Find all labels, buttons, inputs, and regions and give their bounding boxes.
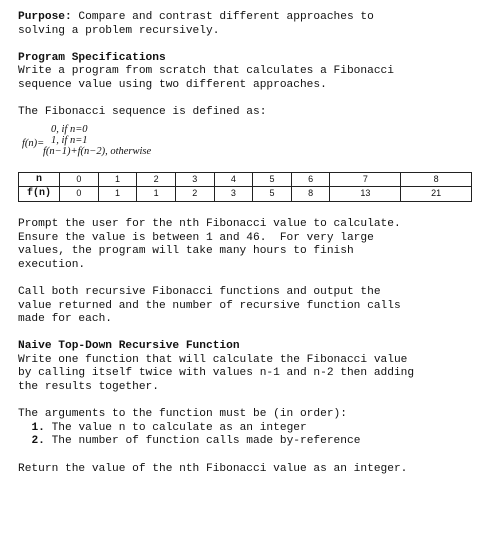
list-item	[18, 422, 478, 436]
spacer	[18, 272, 478, 286]
args-list	[18, 422, 478, 449]
purpose-text-1: Compare and contrast different approaches to	[71, 11, 374, 23]
formula-case-otherwise: f(n−1)+f(n−2), otherwise	[43, 145, 152, 157]
prompt-line: Prompt the user for the nth Fibonacci value to calculate.	[18, 217, 401, 230]
specs-heading: Program Specifications	[18, 51, 166, 64]
list-text: The number of function calls made by-reference	[44, 435, 361, 448]
list-number: 1.	[31, 421, 45, 434]
definition-intro: The Fibonacci sequence is defined as:	[18, 106, 267, 119]
table-cell: 8	[401, 172, 472, 187]
naive-line: Write one function that will calculate the Fibonacci value	[18, 353, 408, 366]
spacer	[18, 449, 478, 463]
table-cell: 8	[291, 187, 330, 202]
fibonacci-table	[18, 172, 472, 202]
purpose-line-2: solving a problem recursively.	[18, 24, 220, 37]
table-cell: 3	[175, 172, 214, 187]
prompt-line: execution.	[18, 258, 86, 271]
table-cell: 2	[137, 172, 176, 187]
table-cell: 1	[137, 187, 176, 202]
spacer	[18, 395, 478, 409]
table-cell: 2	[175, 187, 214, 202]
naive-line: by calling itself twice with values n-1 and n-2 then adding	[18, 367, 415, 380]
purpose-line-1	[18, 11, 478, 25]
table-cell: 7	[330, 172, 401, 187]
table-cell: 5	[253, 187, 292, 202]
row-label-n: n	[19, 172, 60, 187]
purpose-label: Purpose:	[18, 11, 72, 23]
list-number: 2.	[31, 435, 45, 448]
prompt-line: values, the program will take many hours to finish	[18, 245, 354, 258]
spacer	[18, 38, 478, 52]
table-cell: 0	[60, 187, 99, 202]
call-line: made for each.	[18, 313, 112, 326]
args-intro: The arguments to the function must be (in order):	[18, 408, 347, 421]
fibonacci-formula	[18, 124, 478, 168]
list-text: The value n to calculate as an integer	[44, 421, 307, 434]
table-cell: 0	[60, 172, 99, 187]
row-label-fn: f(n)	[19, 187, 60, 202]
table-cell: 1	[98, 187, 137, 202]
call-line: value returned and the number of recursive function calls	[18, 299, 401, 312]
spacer	[18, 210, 478, 218]
spacer	[18, 93, 478, 107]
spacer	[18, 327, 478, 341]
naive-line: the results together.	[18, 381, 159, 394]
prompt-line: Ensure the value is between 1 and 46. For very large	[18, 231, 374, 244]
table-row-n	[19, 172, 472, 187]
document-page	[18, 11, 478, 476]
return-line: Return the value of the nth Fibonacci value as an integer.	[18, 462, 408, 475]
table-row-fn	[19, 187, 472, 202]
specs-line: sequence value using two different approaches.	[18, 78, 327, 91]
table-cell: 13	[330, 187, 401, 202]
table-cell: 5	[253, 172, 292, 187]
formula-case-one: 1, if n=1	[51, 134, 88, 146]
table-cell: 6	[291, 172, 330, 187]
table-cell: 1	[98, 172, 137, 187]
table-cell: 21	[401, 187, 472, 202]
formula-case-zero: 0, if n=0	[51, 123, 88, 135]
list-item	[18, 435, 478, 449]
call-line: Call both recursive Fibonacci functions and output the	[18, 285, 381, 298]
naive-heading: Naive Top-Down Recursive Function	[18, 340, 240, 353]
spacer	[18, 202, 478, 210]
table-cell: 4	[214, 172, 253, 187]
table-cell: 3	[214, 187, 253, 202]
formula-lhs: f(n)=	[22, 137, 45, 149]
specs-line: Write a program from scratch that calculates a Fibonacci	[18, 65, 394, 78]
